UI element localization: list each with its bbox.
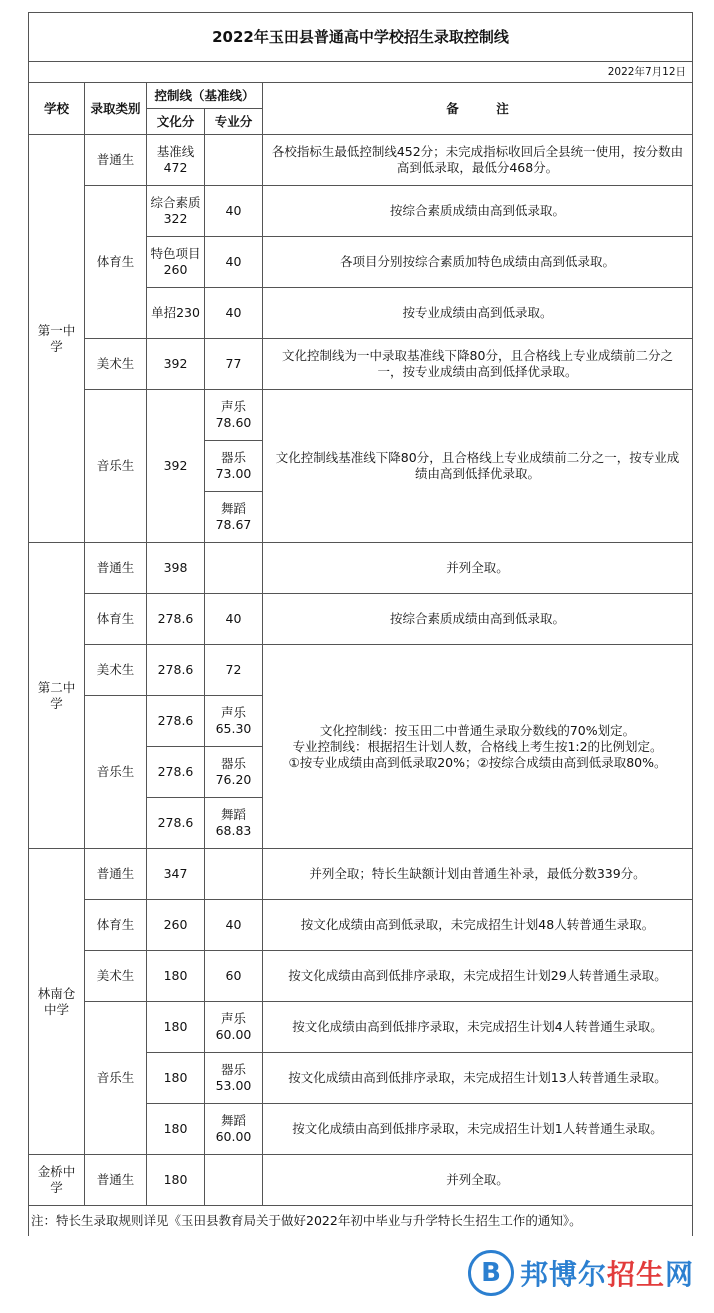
header-note: 备 注 bbox=[263, 83, 693, 135]
table-row bbox=[29, 594, 693, 645]
culture-cell: 392 bbox=[147, 339, 205, 390]
site-watermark bbox=[468, 1250, 694, 1296]
note-cell: 按文化成绩由高到低排序录取，未完成招生计划29人转普通生录取。 bbox=[263, 951, 693, 1002]
note-cell: 按综合素质成绩由高到低录取。 bbox=[263, 186, 693, 237]
major-cell: 器乐53.00 bbox=[205, 1053, 263, 1104]
header-category: 录取类别 bbox=[85, 83, 147, 135]
note-cell: 按文化成绩由高到低排序录取，未完成招生计划4人转普通生录取。 bbox=[263, 1002, 693, 1053]
note-line: 专业控制线：根据招生计划人数，合格线上考生按1:2的比例划定。 bbox=[292, 738, 663, 754]
category-cell: 体育生 bbox=[85, 594, 147, 645]
category-cell: 美术生 bbox=[85, 951, 147, 1002]
category-cell: 体育生 bbox=[85, 900, 147, 951]
header-school: 学校 bbox=[29, 83, 85, 135]
major-cell: 40 bbox=[205, 237, 263, 288]
note-cell: 按文化成绩由高到低排序录取，未完成招生计划1人转普通生录取。 bbox=[263, 1104, 693, 1155]
note-cell: 按文化成绩由高到低排序录取，未完成招生计划13人转普通生录取。 bbox=[263, 1053, 693, 1104]
culture-cell: 综合素质322 bbox=[147, 186, 205, 237]
note-cell: 各项目分别按综合素质加特色成绩由高到低录取。 bbox=[263, 237, 693, 288]
note-cell: 并列全取；特长生缺额计划由普通生补录，最低分数339分。 bbox=[263, 849, 693, 900]
major-cell: 40 bbox=[205, 900, 263, 951]
watermark-logo-icon: B bbox=[468, 1250, 514, 1296]
category-cell: 普通生 bbox=[85, 1155, 147, 1206]
culture-cell: 180 bbox=[147, 1053, 205, 1104]
culture-cell: 278.6 bbox=[147, 798, 205, 849]
note-cell: 各校指标生最低控制线452分；未完成指标收回后全县统一使用，按分数由高到低录取，最低分468分。 bbox=[263, 135, 693, 186]
major-cell: 器乐76.20 bbox=[205, 747, 263, 798]
note-line: 文化控制线：按玉田二中普通生录取分数线的70%划定。 bbox=[319, 722, 636, 738]
culture-cell: 278.6 bbox=[147, 645, 205, 696]
culture-cell: 单招230 bbox=[147, 288, 205, 339]
category-cell: 音乐生 bbox=[85, 1002, 147, 1155]
major-cell: 40 bbox=[205, 186, 263, 237]
major-cell bbox=[205, 543, 263, 594]
table-row bbox=[29, 951, 693, 1002]
culture-cell: 398 bbox=[147, 543, 205, 594]
major-cell: 40 bbox=[205, 288, 263, 339]
major-cell: 舞蹈60.00 bbox=[205, 1104, 263, 1155]
culture-cell: 180 bbox=[147, 1104, 205, 1155]
note-cell-merged bbox=[263, 645, 693, 849]
major-cell bbox=[205, 1155, 263, 1206]
category-cell: 美术生 bbox=[85, 339, 147, 390]
major-cell: 舞蹈78.67 bbox=[205, 492, 263, 543]
school-name: 金桥中学 bbox=[29, 1155, 85, 1206]
category-cell: 音乐生 bbox=[85, 390, 147, 543]
publish-date: 2022年7月12日 bbox=[29, 62, 693, 83]
major-cell: 舞蹈68.83 bbox=[205, 798, 263, 849]
category-cell: 普通生 bbox=[85, 849, 147, 900]
major-cell: 声乐65.30 bbox=[205, 696, 263, 747]
culture-cell: 278.6 bbox=[147, 696, 205, 747]
major-cell bbox=[205, 135, 263, 186]
note-cell: 按专业成绩由高到低录取。 bbox=[263, 288, 693, 339]
footer-note: 注：特长生录取规则详见《玉田县教育局关于做好2022年初中毕业与升学特长生招生工作的通知》。 bbox=[29, 1206, 693, 1237]
category-cell: 音乐生 bbox=[85, 696, 147, 849]
culture-cell: 278.6 bbox=[147, 594, 205, 645]
table-row bbox=[29, 186, 693, 237]
note-line: ①按专业成绩由高到低录取20%；②按综合成绩由高到低录取80%。 bbox=[288, 754, 667, 770]
note-cell: 文化控制线为一中录取基准线下降80分，且合格线上专业成绩前二分之一，按专业成绩由高到低择优录取。 bbox=[263, 339, 693, 390]
note-cell: 按文化成绩由高到低录取，未完成招生计划48人转普通生录取。 bbox=[263, 900, 693, 951]
culture-cell: 基准线472 bbox=[147, 135, 205, 186]
major-cell: 声乐78.60 bbox=[205, 390, 263, 441]
culture-cell: 392 bbox=[147, 390, 205, 543]
note-cell: 并列全取。 bbox=[263, 543, 693, 594]
culture-cell: 特色项目260 bbox=[147, 237, 205, 288]
note-cell: 并列全取。 bbox=[263, 1155, 693, 1206]
culture-cell: 180 bbox=[147, 951, 205, 1002]
watermark-text-part: 邦博尔 bbox=[520, 1258, 608, 1291]
category-cell: 普通生 bbox=[85, 135, 147, 186]
table-row bbox=[29, 339, 693, 390]
header-control-line: 控制线（基准线） bbox=[147, 83, 263, 109]
watermark-text-part: 招生 bbox=[607, 1258, 666, 1291]
school-name: 林南仓中学 bbox=[29, 849, 85, 1155]
major-cell: 60 bbox=[205, 951, 263, 1002]
note-cell: 文化控制线基准线下降80分，且合格线上专业成绩前二分之一，按专业成绩由高到低择优录取。 bbox=[263, 390, 693, 543]
culture-cell: 278.6 bbox=[147, 747, 205, 798]
table-row bbox=[29, 543, 693, 594]
admission-control-line-table bbox=[28, 12, 693, 1236]
page-title: 2022年玉田县普通高中学校招生录取控制线 bbox=[29, 13, 693, 62]
watermark-text-part: 网 bbox=[665, 1258, 695, 1291]
culture-cell: 180 bbox=[147, 1002, 205, 1053]
table-row bbox=[29, 645, 693, 696]
header-culture-score: 文化分 bbox=[147, 109, 205, 135]
culture-cell: 180 bbox=[147, 1155, 205, 1206]
category-cell: 美术生 bbox=[85, 645, 147, 696]
culture-cell: 260 bbox=[147, 900, 205, 951]
school-name: 第一中学 bbox=[29, 135, 85, 543]
category-cell: 体育生 bbox=[85, 186, 147, 339]
major-cell bbox=[205, 849, 263, 900]
table-row bbox=[29, 1155, 693, 1206]
table-row bbox=[29, 849, 693, 900]
note-cell: 按综合素质成绩由高到低录取。 bbox=[263, 594, 693, 645]
culture-cell: 347 bbox=[147, 849, 205, 900]
table-row bbox=[29, 900, 693, 951]
admission-table-sheet bbox=[28, 12, 694, 1236]
major-cell: 77 bbox=[205, 339, 263, 390]
category-cell: 普通生 bbox=[85, 543, 147, 594]
table-row bbox=[29, 390, 693, 441]
table-row bbox=[29, 135, 693, 186]
watermark-text bbox=[520, 1253, 694, 1293]
major-cell: 声乐60.00 bbox=[205, 1002, 263, 1053]
major-cell: 器乐73.00 bbox=[205, 441, 263, 492]
header-major-score: 专业分 bbox=[205, 109, 263, 135]
table-row bbox=[29, 1002, 693, 1053]
major-cell: 72 bbox=[205, 645, 263, 696]
school-name: 第二中学 bbox=[29, 543, 85, 849]
major-cell: 40 bbox=[205, 594, 263, 645]
